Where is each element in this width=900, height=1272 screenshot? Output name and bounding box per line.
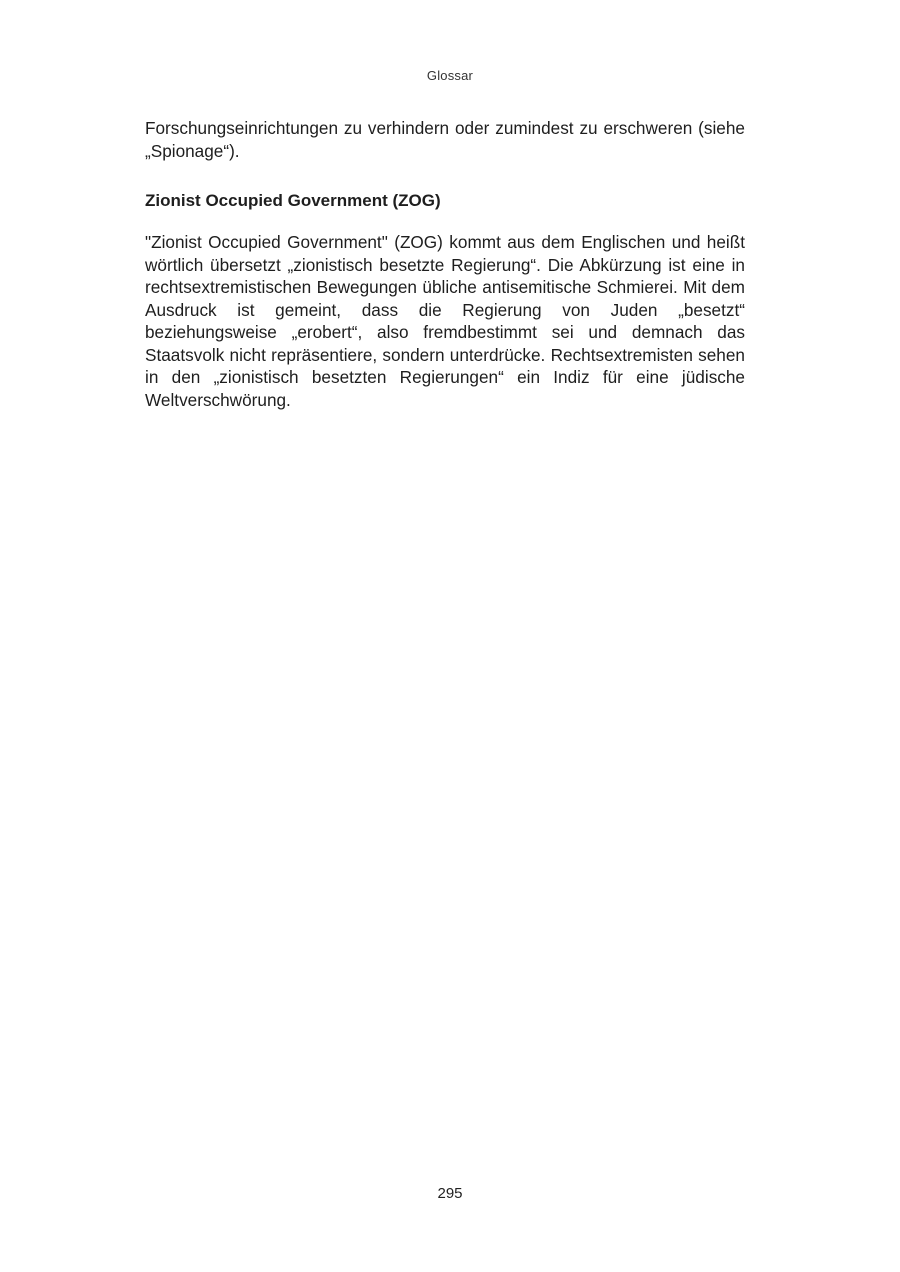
glossary-entry-heading: Zionist Occupied Government (ZOG) xyxy=(145,191,441,210)
continuation-paragraph: Forschungseinrichtungen zu verhindern oder zumindest zu erschweren (siehe „Spionage“). xyxy=(145,118,745,161)
glossary-entry-body: "Zionist Occupied Government" (ZOG) kommt aus dem Englischen und heißt wörtlich übersetzt „zionistisch besetzte Regierung“. Die Abkürzung ist eine in rechtsextremistischen Bewegungen übliche antisemitische Schmierei. Mit dem Ausdruck ist gemeint, dass die Regierung von Juden „besetzt“ beziehungsweise „erobert“, also fremdbestimmt sei und demnach das Staatsvolk nicht repräsentiere, sondern unterdrücke. Rechtsextremisten sehen in den „zionistisch besetzten Regierungen“ ein Indiz für eine jüdische Weltverschwörung. xyxy=(145,232,745,410)
running-header: Glossar xyxy=(426,68,474,83)
page-number: 295 xyxy=(437,1185,463,1202)
